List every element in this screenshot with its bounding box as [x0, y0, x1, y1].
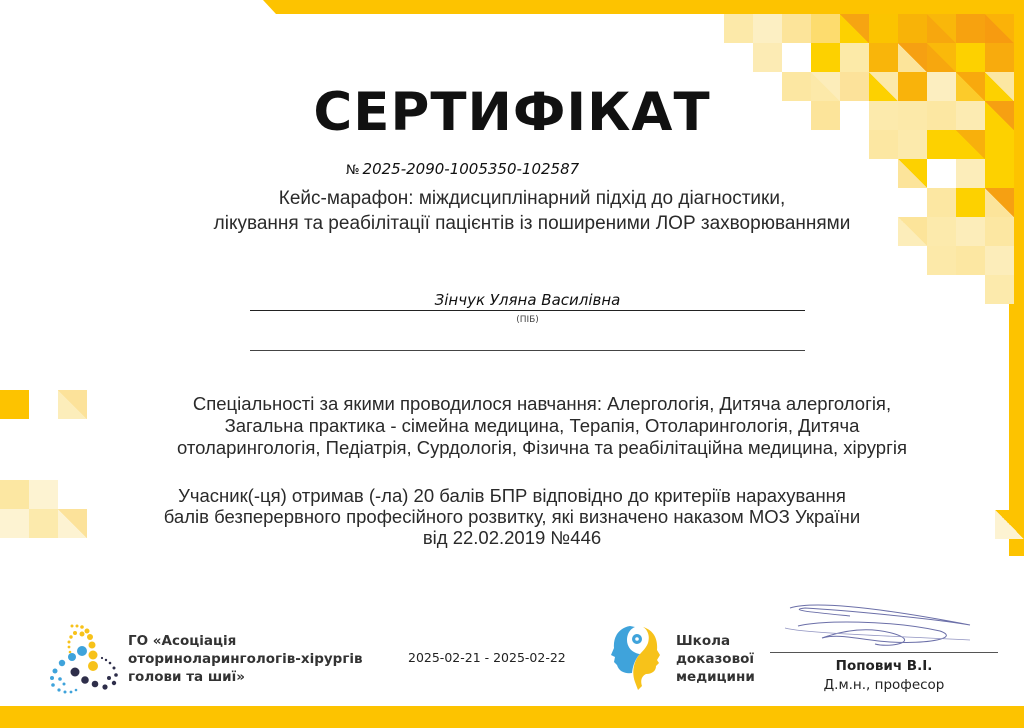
bottom-accent-bar	[0, 706, 1024, 728]
name-caption: (ПІБ)	[516, 315, 539, 325]
mosaic-tile	[0, 480, 29, 509]
mosaic-tile	[29, 509, 58, 538]
specialties-line: отоларингологія, Педіатрія, Сурдологія, Фізична та реабілітаційна медицина, хірургія	[177, 437, 907, 458]
school-name-line: медицини	[676, 669, 755, 685]
number-sign: №	[346, 163, 360, 178]
course-title-line: лікування та реабілітації пацієнтів із поширеними ЛОР захворюваннями	[213, 213, 851, 234]
course-dates: 2025-02-21 - 2025-02-22	[408, 650, 566, 665]
mosaic-tile	[753, 43, 782, 72]
mosaic-tile	[58, 390, 87, 419]
mosaic-tile	[898, 43, 927, 72]
signer-title: Д.м.н., професор	[823, 677, 945, 693]
bpr-line: Учасник(-ця) отримав (-ла) 20 балів БПР відповідно до критеріїв нарахування	[178, 485, 846, 506]
mosaic-tile	[927, 14, 956, 43]
course-title	[100, 186, 964, 236]
mosaic-tile	[898, 159, 927, 188]
mosaic-tile	[898, 14, 927, 43]
mosaic-tile	[956, 159, 985, 188]
specialties-line: Спеціальності за якими проводилося навчання: Алергологія, Дитяча алергологія,	[192, 393, 892, 414]
mosaic-tile	[782, 14, 811, 43]
signer-name: Попович В.І.	[835, 658, 933, 674]
specialties-line: Загальна практика - сімейна медицина, Терапія, Отоларингологія, Дитяча	[224, 415, 860, 436]
certificate-number-value: 2025-2090-1005350-102587	[362, 160, 580, 178]
two-faces-logo-icon	[610, 624, 662, 694]
mosaic-tile	[956, 43, 985, 72]
mosaic-tile	[782, 43, 811, 72]
mosaic-tile	[724, 14, 753, 43]
participant-name: Зінчук Уляна Василівна	[434, 291, 621, 309]
blank-underline	[250, 350, 805, 351]
course-title-line: Кейс-марафон: міждисциплінарний підхід до діагностики,	[278, 188, 786, 209]
organization-name	[128, 632, 363, 686]
top-accent-bar	[263, 0, 1024, 14]
organization-name-line: ГО «Асоціація	[128, 633, 237, 649]
organization-name-line: оториноларингологів-хірургів	[128, 651, 363, 667]
mosaic-tile	[0, 390, 29, 419]
mosaic-tile	[927, 43, 956, 72]
mosaic-tile	[840, 43, 869, 72]
bpr-statement	[90, 485, 934, 548]
mosaic-tile	[29, 480, 58, 509]
mosaic-tile	[927, 159, 956, 188]
mosaic-tile	[956, 14, 985, 43]
mosaic-tile	[927, 246, 956, 275]
bpr-line: балів безперервного професійного розвитку, які визначено наказом МОЗ України	[163, 506, 861, 527]
mosaic-tile	[753, 14, 782, 43]
signature-icon	[780, 598, 980, 652]
name-underline	[250, 310, 805, 311]
signature-line	[770, 652, 998, 653]
mosaic-tile	[869, 14, 898, 43]
mosaic-tile	[58, 509, 87, 538]
mosaic-tile	[811, 14, 840, 43]
certificate-number	[346, 160, 579, 178]
school-name-line: Школа	[676, 633, 731, 649]
bpr-line: від 22.02.2019 №446	[422, 527, 602, 548]
school-name-line: доказової	[676, 651, 755, 667]
mosaic-tile	[840, 14, 869, 43]
organization-name-line: голови та шиї»	[128, 669, 245, 685]
mosaic-tile	[811, 43, 840, 72]
certificate-title: СЕРТИФІКАТ	[313, 82, 711, 143]
dotted-spiral-logo-icon	[44, 622, 120, 694]
specialties-text	[100, 393, 984, 459]
mosaic-tile	[956, 246, 985, 275]
mosaic-tile	[0, 509, 29, 538]
mosaic-tile	[869, 43, 898, 72]
school-name	[676, 632, 755, 686]
